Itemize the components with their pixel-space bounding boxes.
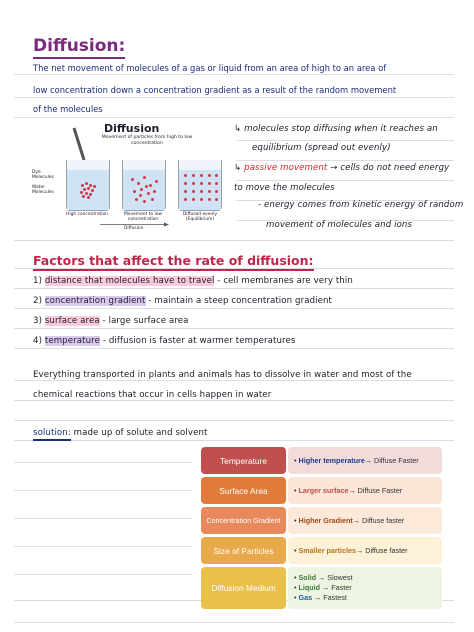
table-row [201, 567, 442, 609]
equilibrium-label: Diffused evenly (Equilibrium) [182, 212, 218, 223]
ruled-line [14, 518, 192, 519]
ruled-line [14, 400, 454, 401]
ruled-line [14, 420, 454, 421]
description-cell: • Larger surface → Diffuse Faster [288, 477, 442, 504]
ruled-line [236, 180, 454, 181]
medium-item: • Gas → Fastest [294, 592, 347, 602]
note-equilibrium: ↳ molecules stop diffusing when it reaches an [234, 124, 438, 134]
definition-line: of the molecules [33, 104, 103, 114]
note-equilibrium-cont: equilibrium (spread out evenly) [252, 143, 391, 153]
table-row [201, 477, 442, 504]
transport-line: Everything transported in plants and animals has to dissolve in water and most of the [33, 370, 412, 380]
diffusion-diagram [30, 120, 230, 232]
solution-definition: solution: made up of solute and solvent [33, 428, 208, 438]
ruled-line [14, 622, 454, 623]
medium-item: • Solid → Slowest [294, 573, 353, 583]
ruled-line [14, 546, 192, 547]
description-cell [288, 567, 442, 609]
ruled-line [14, 380, 454, 381]
description-cell: • Higher Gradient → Diffuse faster [288, 507, 442, 534]
category-cell: Surface Area [201, 477, 286, 504]
note-passive: ↳ passive movement → cells do not need energy [234, 163, 450, 173]
ruled-line [14, 440, 454, 441]
table-row [201, 447, 442, 474]
definition-line: low concentration down a concentration gradient as a result of the random movement [33, 85, 397, 95]
beaker-moving [122, 160, 166, 211]
ruled-line [14, 348, 454, 349]
ruled-line [14, 328, 454, 329]
high-concentration-label: High concentration [66, 212, 108, 217]
ruled-line [14, 240, 454, 241]
factor-item: 4) temperature - diffusion is faster at warmer temperatures [33, 336, 296, 346]
ruled-line [236, 140, 454, 141]
note-energy: - energy comes from kinetic energy of random [258, 200, 464, 210]
category-cell: Concentration Gradient [201, 507, 286, 534]
table-row [201, 537, 442, 564]
definition-line: The net movement of molecules of a gas or liquid from an area of high to an area of [33, 63, 387, 73]
dye-label: Dye Molecules [32, 170, 54, 181]
ruled-line [14, 462, 192, 463]
table-row [201, 507, 442, 534]
description-cell: • Higher temperature → Diffuse Faster [288, 447, 442, 474]
figure-subtitle: Movement of particles from high to low concentration [101, 135, 193, 146]
description-cell: • Smaller particles → Diffuse faster [288, 537, 442, 564]
ruled-line [236, 160, 454, 161]
factor-item: 2) concentration gradient - maintain a steep concentration gradient [33, 296, 333, 306]
ruled-line [14, 117, 454, 118]
factor-item: 1) distance that molecules have to travel - cell membranes are very thin [33, 276, 353, 286]
factors-heading: Factors that affect the rate of diffusion: [33, 253, 314, 271]
beaker-high [66, 160, 110, 211]
water-fill [67, 170, 109, 210]
category-cell: Diffusion Medium [201, 567, 286, 609]
category-cell: Size of Particles [201, 537, 286, 564]
figure-title: Diffusion [104, 122, 160, 135]
ruled-line [14, 97, 454, 98]
movement-label: Movement to low concentration [124, 212, 162, 223]
solution-label: solution: [33, 428, 71, 441]
ruled-line [14, 574, 192, 575]
water-label: Water Molecules [32, 185, 54, 196]
ruled-line [14, 288, 454, 289]
transport-line: chemical reactions that occur in cells happen in water [33, 390, 272, 400]
factor-item: 3) surface area - large surface area [33, 316, 189, 326]
page-title: Diffusion: [33, 36, 125, 59]
diffusion-axis-label: Diffusion [124, 226, 144, 231]
ruled-line [14, 74, 454, 75]
passive-highlight: passive movement [244, 163, 328, 173]
category-cell: Temperature [201, 447, 286, 474]
ruled-line [14, 490, 192, 491]
note-energy-cont: movement of molecules and ions [266, 220, 413, 230]
medium-item: • Liquid → Faster [294, 583, 352, 593]
ruled-line [14, 308, 454, 309]
note-move: to move the molecules [234, 183, 335, 193]
beaker-even [178, 160, 222, 211]
